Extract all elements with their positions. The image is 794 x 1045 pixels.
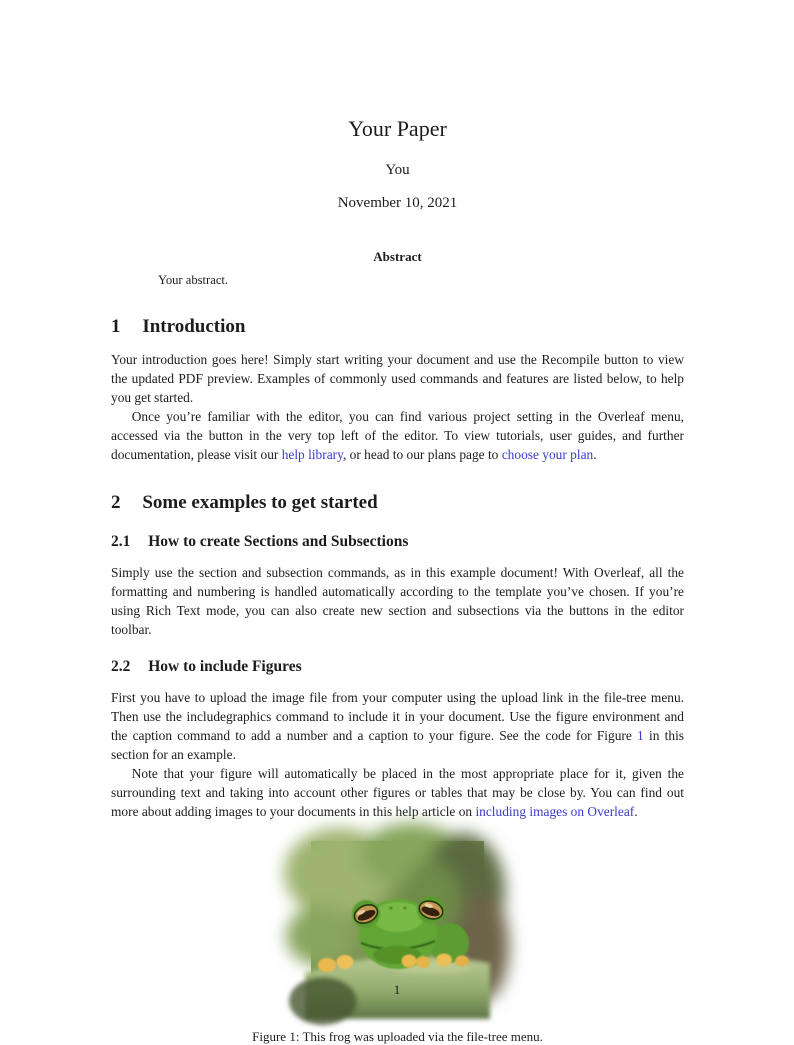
figures-paragraph-2 [111, 764, 684, 821]
figure-1 [111, 841, 684, 1045]
subsection-2-1-heading [111, 533, 684, 551]
text-run: Note that your figure will automatically be placed in the most appropriate place for it, given the surrounding text and taking into account other figures or tables that may be close by. You can find out more about adding images to your documents in this help article on [111, 765, 684, 819]
subsection-2-2-heading [111, 658, 684, 676]
intro-paragraph-1: Your introduction goes here! Simply start writing your document and use the Recompile button to view the updated PDF preview. Examples of commonly used commands and features are listed below, to help you get started. [111, 352, 684, 406]
text-run: in this section for an example. [111, 727, 684, 762]
section-1-number: 1 [111, 316, 121, 338]
page-number: 1 [393, 982, 401, 997]
text-run: Once you’re familiar with the editor, you can find various project setting in the Overleaf menu, accessed via the button in the very top left of the editor. To view tutorials, user guides, and further documentation, please visit our [111, 409, 684, 463]
section-2-heading [111, 492, 684, 514]
figure-caption: Figure 1: This frog was uploaded via the file-tree menu. [252, 1028, 543, 1044]
paper-date: November 10, 2021 [337, 195, 458, 212]
abstract-section [111, 249, 684, 288]
subsection-2-2-number: 2.2 [111, 657, 131, 675]
subsection-2-1-number: 2.1 [111, 533, 131, 551]
including-images-link[interactable]: including images on Overleaf [475, 803, 635, 819]
intro-paragraph-2 [111, 407, 684, 464]
paper-title: Your Paper [348, 116, 447, 141]
text-run: , or head to our plans page to [342, 447, 502, 463]
figure-1-reference-link[interactable]: 1 [637, 727, 644, 743]
text-run: First you have to upload the image file from your computer using the upload link in the file-tree menu. Then use the includegraphics command to include it in your document. Use the figure environment and the caption command to add a number and a caption to your figure. See the code for Figure [111, 689, 684, 743]
abstract-text: Your abstract. [158, 273, 229, 288]
section-1-heading [111, 316, 684, 338]
section-2-number: 2 [111, 492, 121, 514]
subsection-2-1-paragraph: Simply use the section and subsection commands, as in this example document! With Overleaf, all the formatting and numbering is handled automatically according to the template you’ve chosen. If you’re using Rich Text mode, you can also create new section and subsections via the buttons in the editor toolbar. [111, 564, 684, 637]
section-2-title: Some examples to get started [142, 492, 378, 514]
section-1-title: Introduction [142, 316, 246, 338]
choose-your-plan-link[interactable]: choose your plan [501, 447, 594, 463]
subsection-2-2-title: How to include Figures [148, 657, 302, 675]
figures-paragraph-1 [111, 688, 684, 764]
paper-author: You [385, 162, 410, 179]
subsection-2-1-title: How to create Sections and Subsections [148, 533, 409, 551]
text-run: . [634, 803, 638, 819]
text-run: . [593, 447, 597, 463]
abstract-heading: Abstract [373, 249, 422, 265]
help-library-link[interactable]: help library [281, 447, 343, 463]
